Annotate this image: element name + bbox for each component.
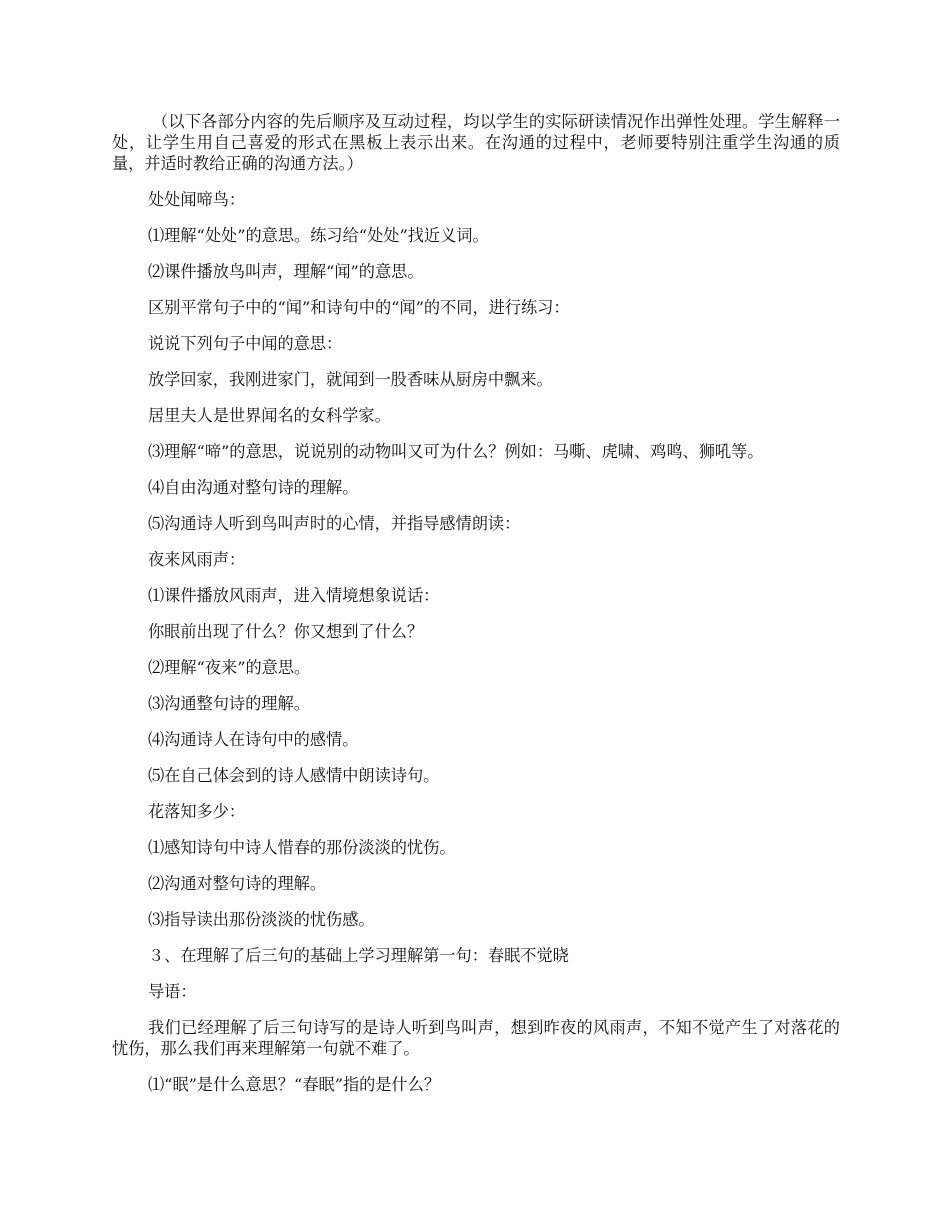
paragraph: ⑵课件播放鸟叫声，理解“闻”的意思。: [148, 262, 424, 281]
paragraph: ⑴理解“处处”的意思。练习给“处处”找近义词。: [148, 226, 489, 245]
paragraph-heading-hualuo: 花落知多少：: [148, 802, 246, 821]
paragraph: ⑵沟通对整句诗的理解。: [148, 874, 327, 893]
paragraph: 放学回家，我刚进家门，就闻到一股香味从厨房中飘来。: [148, 370, 553, 389]
paragraph: ⑵理解“夜来”的意思。: [148, 658, 311, 677]
paragraph-intro-note: （以下各部分内容的先后顺序及互动过程，均以学生的实际研读情况作出弹性处理。学生解释一处，让学生用自己喜爱的形式在黑板上表示出来。在沟通的过程中，老师要特别注重学生沟通的质量，并适时教给正确的沟通方法。）: [112, 112, 840, 173]
paragraph: 我们已经理解了后三句诗写的是诗人听到鸟叫声，想到昨夜的风雨声，不知不觉产生了对落花的忧伤，那么我们再来理解第一句就不难了。: [112, 1018, 840, 1058]
paragraph: ⑸在自己体会到的诗人感情中朗读诗句。: [148, 766, 440, 785]
paragraph: ⑴“眠”是什么意思？“春眠”指的是什么？: [148, 1075, 441, 1094]
paragraph: 居里夫人是世界闻名的女科学家。: [148, 406, 391, 425]
paragraph: ⑷沟通诗人在诗句中的感情。: [148, 730, 359, 749]
paragraph: 说说下列句子中闻的意思：: [148, 334, 343, 353]
paragraph: ⑸沟通诗人听到鸟叫声时的心情，并指导感情朗读：: [148, 514, 521, 533]
paragraph: ⑶沟通整句诗的理解。: [148, 694, 310, 713]
paragraph-heading-chuchu: 处处闻啼鸟：: [148, 190, 246, 209]
paragraph-section-3: ３、在理解了后三句的基础上学习理解第一句：春眠不觉晓: [148, 946, 569, 965]
paragraph: ⑶理解“啼”的意思，说说别的动物叫又可为什么？例如：马嘶、虎啸、鸡鸣、狮吼等。: [148, 442, 764, 461]
paragraph: ⑴感知诗句中诗人惜春的那份淡淡的忧伤。: [148, 838, 456, 857]
paragraph: 区别平常句子中的“闻”和诗句中的“闻”的不同，进行练习：: [148, 298, 570, 317]
paragraph: ⑴课件播放风雨声，进入情境想象说话：: [148, 586, 440, 605]
paragraph-heading-yelai: 夜来风雨声：: [148, 550, 246, 569]
paragraph: ⑶指导读出那份淡淡的忧伤感。: [148, 910, 375, 929]
paragraph: ⑷自由沟通对整句诗的理解。: [148, 478, 359, 497]
paragraph: 你眼前出现了什么？你又想到了什么？: [148, 622, 424, 641]
paragraph-daoyu-label: 导语：: [148, 982, 197, 1001]
